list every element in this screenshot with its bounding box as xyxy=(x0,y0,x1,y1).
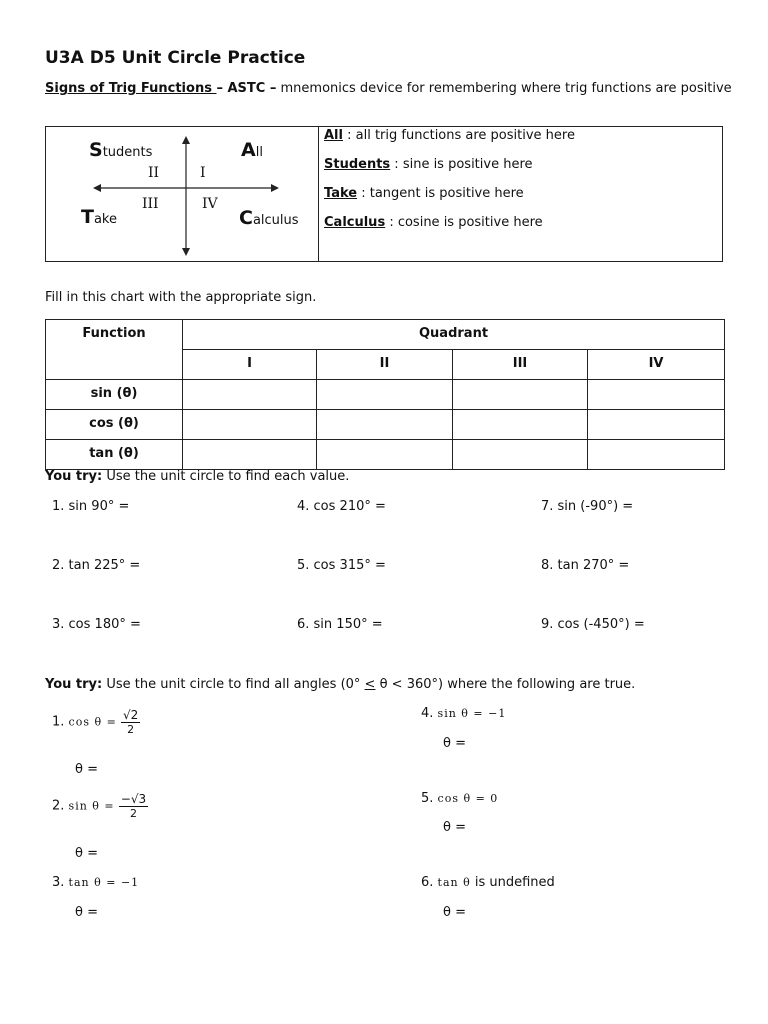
signs-heading: Signs of Trig Functions xyxy=(45,81,217,96)
fraction: $\frac{√2}{2}$ xyxy=(122,708,139,736)
problem-8: 8. tan 270° = xyxy=(541,558,630,573)
le-symbol: < xyxy=(364,677,376,692)
you-try-label: You try: xyxy=(45,677,103,692)
astc-label: ASTC xyxy=(227,81,266,96)
problem-6: 6. sin 150° = xyxy=(297,617,383,632)
you-try-text: Use the unit circle to find all angles (0° xyxy=(102,677,365,692)
sign-cell[interactable] xyxy=(588,380,725,410)
sign-cell[interactable] xyxy=(317,440,453,470)
problem-4: 4. cos 210° = xyxy=(297,499,386,514)
definition-all: All : all trig functions are positive here xyxy=(324,128,575,143)
calculus-label: Calculus xyxy=(239,207,299,229)
signs-intro xyxy=(45,81,732,96)
row-sin: sin (θ) xyxy=(46,380,183,410)
quadrant-axes-diagram xyxy=(46,127,318,263)
sign-cell[interactable] xyxy=(453,380,588,410)
quadrant-i-label: I xyxy=(200,165,206,181)
you-try-text: Use the unit circle to find each value. xyxy=(102,469,350,484)
theta-answer-2[interactable]: θ = xyxy=(75,846,98,861)
take-label: Take xyxy=(81,206,117,228)
sign-cell[interactable] xyxy=(317,380,453,410)
you-try-label: You try: xyxy=(45,469,103,484)
problem-3: 3. cos 180° = xyxy=(52,617,141,632)
theta-answer-3[interactable]: θ = xyxy=(75,905,98,920)
theta-answer-1[interactable]: θ = xyxy=(75,762,98,777)
sign-cell[interactable] xyxy=(588,410,725,440)
problem-2: 2. tan 225° = xyxy=(52,558,141,573)
signs-description: mnemonics device for remembering where trig functions are positive xyxy=(276,81,732,96)
angle-problem-4: 4. sin θ = −1 xyxy=(421,706,507,721)
angle-problem-5: 5. cos θ = 0 xyxy=(421,791,499,806)
quadrant-col-iii: III xyxy=(453,350,588,380)
sign-cell[interactable] xyxy=(453,440,588,470)
quadrant-iii-label: III xyxy=(142,196,159,212)
row-cos: cos (θ) xyxy=(46,410,183,440)
sign-cell[interactable] xyxy=(588,440,725,470)
angle-problem-1: 1. cos θ = $\frac{√2}{2}$ xyxy=(52,708,139,736)
definition-students: Students : sine is positive here xyxy=(324,157,533,172)
sign-table xyxy=(45,319,725,470)
fraction: $\frac{-√3}{2}$ xyxy=(120,792,147,820)
sign-cell[interactable] xyxy=(183,410,317,440)
sign-cell[interactable] xyxy=(317,410,453,440)
definition-take: Take : tangent is positive here xyxy=(324,186,524,201)
theta-answer-5[interactable]: θ = xyxy=(443,820,466,835)
page-title: U3A D5 Unit Circle Practice xyxy=(45,48,306,68)
quadrant-header: Quadrant xyxy=(183,320,725,350)
quadrant-iv-label: IV xyxy=(202,196,218,212)
you-try-text: θ < 360°) where the following are true. xyxy=(375,677,636,692)
you-try-1-instruction xyxy=(45,469,349,484)
problem-1: 1. sin 90° = xyxy=(52,499,130,514)
angle-problem-6: 6. tan θ is undefined xyxy=(421,875,555,890)
problem-5: 5. cos 315° = xyxy=(297,558,386,573)
function-header: Function xyxy=(46,320,183,380)
box-divider xyxy=(318,127,319,261)
chart-instruction: Fill in this chart with the appropriate sign. xyxy=(45,290,317,305)
quadrant-col-i: I xyxy=(183,350,317,380)
theta-answer-6[interactable]: θ = xyxy=(443,905,466,920)
problem-7: 7. sin (-90°) = xyxy=(541,499,634,514)
row-tan: tan (θ) xyxy=(46,440,183,470)
angle-problem-2: 2. sin θ = $\frac{-√3}{2}$ xyxy=(52,792,147,820)
definition-calculus: Calculus : cosine is positive here xyxy=(324,215,543,230)
theta-answer-4[interactable]: θ = xyxy=(443,736,466,751)
quadrant-col-iv: IV xyxy=(588,350,725,380)
sign-cell[interactable] xyxy=(183,440,317,470)
astc-box xyxy=(45,126,723,262)
dash: – xyxy=(216,81,228,96)
angle-problem-3: 3. tan θ = −1 xyxy=(52,875,140,890)
all-label: All xyxy=(241,139,263,161)
problem-9: 9. cos (-450°) = xyxy=(541,617,645,632)
students-label: Students xyxy=(89,139,153,161)
sign-cell[interactable] xyxy=(453,410,588,440)
you-try-2-instruction xyxy=(45,677,635,692)
quadrant-col-ii: II xyxy=(317,350,453,380)
sign-cell[interactable] xyxy=(183,380,317,410)
dash: – xyxy=(265,81,277,96)
quadrant-ii-label: II xyxy=(148,165,160,181)
